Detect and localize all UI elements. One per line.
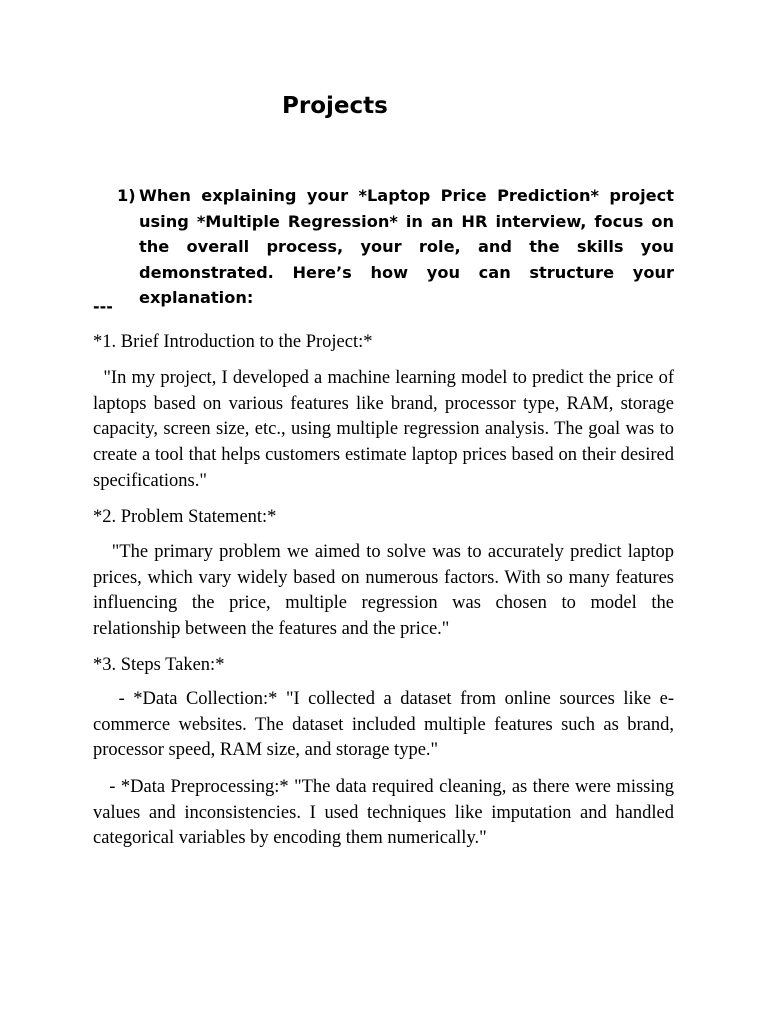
list-marker: 1) [117, 186, 136, 205]
list-item-text: When explaining your *Laptop Price Prediction* project using *Multiple Regression* in an HR interview, focus on the overall process, your role, and the skills you demonstrated. Here’s how you can structure your explanation: [139, 186, 674, 307]
page-title: Projects [282, 93, 388, 119]
paragraph-introduction: "In my project, I developed a machine learning model to predict the price of laptops based on various features like brand, processor type, RAM, storage capacity, screen size, etc., using multiple regression analysis. The goal was to create a tool that helps customers estimate laptop prices based on their desired specifications." [93, 368, 674, 491]
paragraph-data-preprocessing: - *Data Preprocessing:* "The data required cleaning, as there were missing values and inconsistencies. I used techniques like imputation and handled categorical variables by encoding them numerically." [93, 777, 674, 849]
paragraph-data-collection: - *Data Collection:* "I collected a dataset from online sources like e-commerce websites. The dataset included multiple features such as brand, processor speed, RAM size, and storage type." [93, 689, 674, 761]
numbered-list-item [117, 183, 674, 311]
section-heading-steps-taken: *3. Steps Taken:* [93, 655, 225, 675]
section-heading-problem-statement: *2. Problem Statement:* [93, 507, 277, 527]
paragraph-problem-statement: "The primary problem we aimed to solve was to accurately predict laptop prices, which vary widely based on numerous factors. With so many features influencing the price, multiple regression was chosen to model the relationship between the features and the price." [93, 542, 674, 640]
separator-line: --- [93, 297, 113, 316]
section-heading-introduction: *1. Brief Introduction to the Project:* [93, 332, 373, 352]
